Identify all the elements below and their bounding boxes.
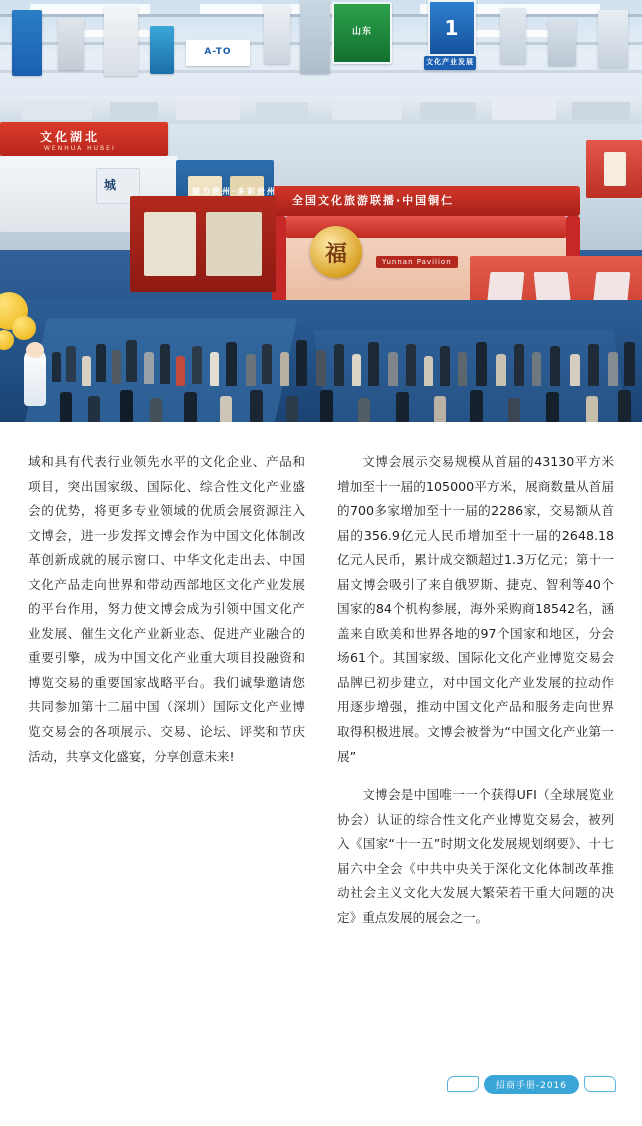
visitor [586,396,598,422]
paragraph: 文博会是中国唯一一个获得UFI（全球展览业协会）认证的综合性文化产业博览交易会，被列入《国家“十一五”时期文化发展规划纲要》、十七届六中全会《中共中央关于深化文化体制改革推动社会主义文化大发展大繁荣若干重大问题的决定》重点发展的展会之一。 [337,787,614,925]
yunnan-sign-text: Yunnan Pavilion [376,256,458,268]
visitor [358,398,370,422]
visitor [226,342,237,386]
page-footer [0,1074,642,1100]
visitor [608,352,618,386]
visitor [570,354,580,386]
booth-display [206,212,262,276]
gold-disc [310,226,362,278]
visitor [406,344,416,386]
hanging-banner [264,4,290,64]
visitor [82,356,91,386]
visitor [532,352,541,386]
ornament-left-icon [447,1076,479,1092]
visitor [112,350,121,384]
visitor [150,398,162,422]
numbered-banner-text: 1 [444,16,460,40]
visitor [388,352,398,386]
article-body [0,422,642,1126]
visitor [624,342,635,386]
hanging-banner [598,10,628,68]
balloon-decoration [12,316,36,340]
visitor [246,354,256,386]
booth-logo-text: 城 [104,178,117,192]
left-column [28,450,305,944]
visitor [514,344,524,386]
visitor [352,354,361,386]
visitor [60,392,72,422]
hanging-banner [300,0,330,74]
visitor [396,392,409,422]
visitor [210,352,219,386]
wenhua-hubei-banner-subtext: WENHUA HUBEI [44,145,116,152]
visitor [546,392,559,422]
footer-badge [447,1074,616,1094]
visitor [440,346,450,386]
hanging-banner [58,18,84,70]
shandong-banner-text: 山东 [351,27,372,38]
visitor [550,346,560,386]
numbered-hanging-banner [428,0,476,56]
visitor [192,346,202,384]
culture-industry-banner-text: 文化产业发展 [426,58,474,67]
shandong-hanging-banner [332,2,392,64]
red-arch-title-text: 全国文化旅游联播·中国铜仁 [292,194,455,207]
booth-display [604,152,626,186]
paragraph: 域和具有代表行业领先水平的文化企业、产品和项目，突出国家级、国际化、综合性文化产业盛会的优势，将更多专业领域的优质会展资源注入文博会，进一步发挥文博会作为中国文化体制改革创新成就的展示窗口、中华文化走出去、中国文化产品走向世界和带动西部地区文化产业发展的平台作用，努力使文博会成为引领中国文化产业发展、催生文化产业新业态、促进产业融合的重要引擎，成为中国文化产业重大项目投融资和博览交易的重要国家战略平台。我们诚挚邀请您共同参加第十二届中国（深圳）国际文化产业博览交易会的各项展示、交易、论坛、评奖和节庆活动，共享文化盛宴，分享创意未来! [28,454,305,764]
distant-booth [22,100,92,120]
distant-booth [492,100,556,120]
footer-badge-label: 招商手册-2016 [484,1075,579,1094]
visitor [368,342,379,386]
visitor [334,344,344,386]
visitor [476,342,487,386]
visitor [250,390,263,422]
visitor [588,344,599,386]
distant-booth [110,102,158,120]
visitor [470,390,483,422]
visitor [52,352,61,382]
distant-booth [256,102,308,120]
visitor [434,396,446,422]
mascot-head [26,342,44,358]
visitor [126,340,137,382]
visitor [96,344,106,382]
distant-booth [332,100,402,120]
wall-sign-text: 魅力贵州·多彩贵州 [192,187,278,196]
two-column-layout [28,450,614,944]
visitor [176,356,185,386]
distant-booth [572,102,630,120]
visitor [424,356,433,386]
distant-booth [420,102,476,120]
visitor [184,392,197,422]
hanging-banner [500,8,526,64]
ornament-right-icon [584,1076,616,1092]
culture-industry-banner [424,56,476,70]
visitor [458,352,467,386]
right-column [337,450,614,944]
visitor [280,352,289,386]
visitor [262,344,272,384]
hanging-banner [12,10,42,76]
visitor [618,390,631,422]
hanging-banner [548,20,576,66]
visitor [144,352,154,384]
booth-display [144,212,196,276]
visitor [220,396,232,422]
visitor [320,390,333,422]
paragraph: 文博会展示交易规模从首届的43130平方米增加至十一届的105000平方米，展商数量从首届的700多家增加至十一届的2286家，交易额从首届的356.9亿元人民币增加至十一届的2648.18亿元人民币，累计成交额超过1.3万亿元；第十一届文博会吸引了来自俄罗斯、捷克、智利等40个国家的84个机构参展，海外采购商18542名，涵盖来自欧美和世界各地的97个国家和地区，分会场61个。其国家级、国际化文化产业博览交易会品牌已初步建立，对中国文化产业发展的拉动作用逐步增强，推动中国文化产品和服务走向世界取得积极进展。文博会被誉为“中国文化产业第一展” [337,454,614,764]
hanging-banner [104,6,138,76]
visitor [286,396,298,422]
visitor [160,344,170,384]
distant-booth [176,100,240,120]
visitor [496,354,506,386]
exhibition-hall-photo [0,0,642,422]
gold-disc-text: 福 [324,241,347,267]
visitor [316,350,326,386]
visitor [88,396,100,422]
visitor [120,390,133,422]
booth-sign-text: A-TO [204,47,232,58]
visitor [66,346,76,382]
wenhua-hubei-banner-text: 文化湖北 [40,130,101,144]
hanging-banner [150,26,174,74]
visitor [296,340,307,386]
visitor [508,398,520,422]
hanging-banner-label [186,40,250,66]
